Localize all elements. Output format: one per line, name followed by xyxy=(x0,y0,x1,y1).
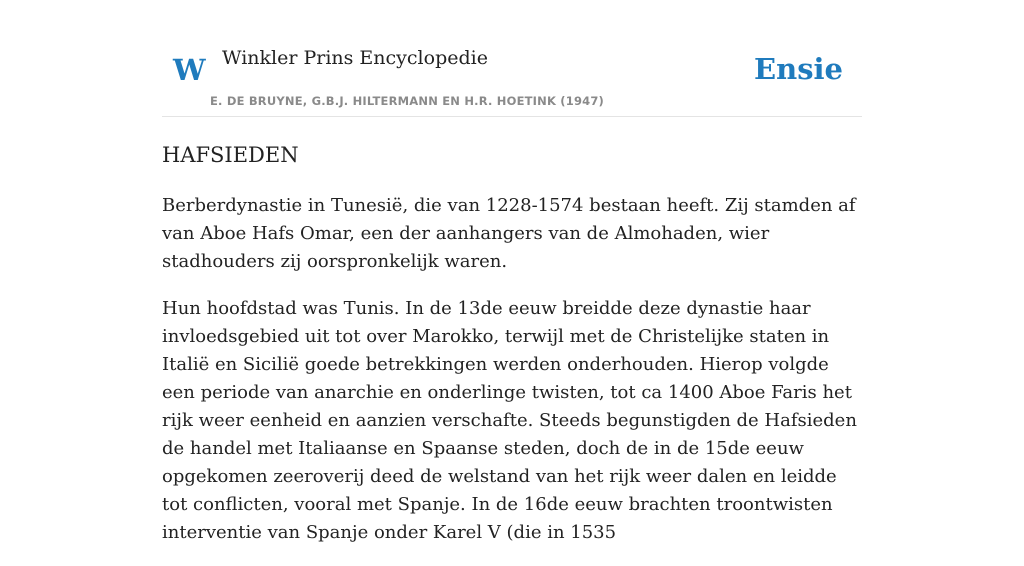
article-body xyxy=(162,192,862,566)
article-paragraph: Berberdynastie in Tunesië, die van 1228-1574 bestaan heeft. Zij stamden af van Aboe Hafs Omar, een der aanhangers van de Almohaden, wier stadhouders zij oorspronkelijk waren. xyxy=(162,195,856,272)
article-title: HAFSIEDEN xyxy=(162,143,299,167)
source-authors: E. DE BRUYNE, G.B.J. HILTERMANN EN H.R. HOETINK (1947) xyxy=(210,94,605,108)
page xyxy=(162,0,862,543)
source-header xyxy=(162,0,862,117)
source-title[interactable]: Winkler Prins Encyclopedie xyxy=(222,47,488,69)
article-paragraph: Hun hoofdstad was Tunis. In de 13de eeuw breidde deze dynastie haar invloedsgebied uit tot over Marokko, terwijl met de Christelijke staten in Italië en Sicilië goede betrekkingen werden onderhouden. Hierop volgde een periode van anarchie en onderlinge twisten, tot ca 1400 Aboe Faris het rijk weer eenheid en aanzien verschafte. Steeds begunstigden de Hafsieden de handel met Italiaanse en Spaanse steden, doch de in de 15de eeuw opgekomen zeeroverij deed de welstand van het rijk weer dalen en leidde tot conflicten, vooral met Spanje. In de 16de eeuw brachten troontwisten interventie van Spanje onder Karel V (die in 1535 xyxy=(162,298,857,543)
winkler-prins-logo[interactable]: W xyxy=(173,53,206,87)
ensie-logo[interactable]: Ensie xyxy=(754,52,843,86)
